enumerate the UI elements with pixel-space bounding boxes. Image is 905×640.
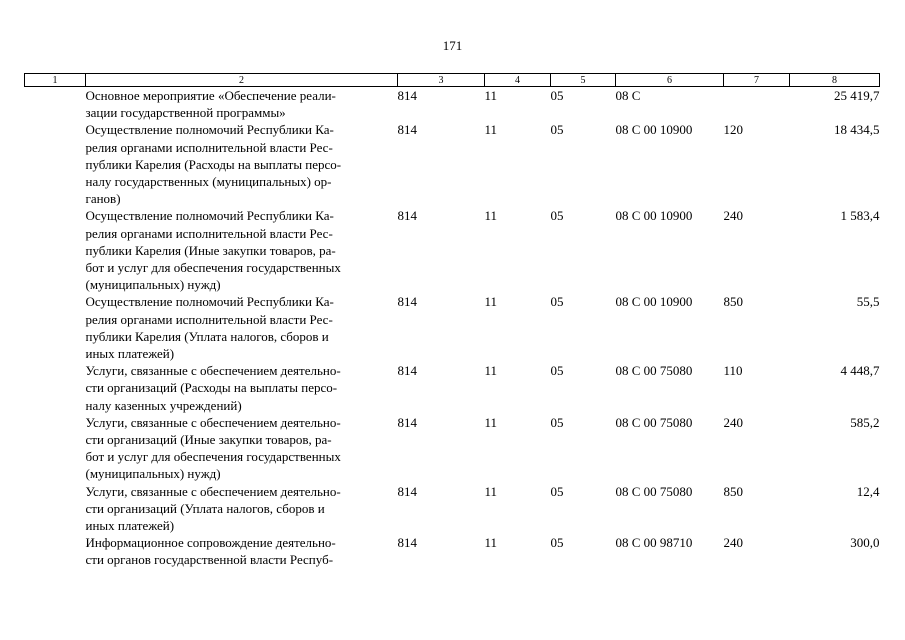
subsection-code-cell: 05: [550, 363, 564, 379]
page-number: 171: [442, 38, 463, 53]
expense-name-line: сти организаций (Расходы на выплаты персо-: [85, 380, 338, 396]
ministry-code-cell: 814: [397, 363, 417, 379]
section-code-cell: 11: [484, 208, 498, 224]
expense-name-line: бот и услуг для обеспечения государственных: [85, 260, 341, 276]
expense-name-line: (муниципальных) нужд): [85, 277, 221, 293]
section-code-cell: 11: [484, 122, 498, 138]
expense-name-line: бот и услуг для обеспечения государственных: [85, 449, 341, 465]
expense-name-line: (муниципальных) нужд): [85, 466, 221, 482]
expense-name-cell: [86, 362, 398, 414]
expense-type-cell: 240: [723, 414, 743, 430]
expense-name-line: Услуги, связанные с обеспечением деятельно-: [85, 363, 341, 379]
expense-type-cell: 110: [723, 363, 743, 379]
expense-type-cell: 120: [723, 122, 743, 138]
target-article-cell: 08 С 00 10900: [615, 122, 693, 138]
table-body: [25, 87, 880, 569]
expense-type-cell: 850: [723, 483, 743, 499]
subsection-code-cell: 05: [550, 414, 564, 430]
expense-name-cell: [86, 414, 398, 483]
expense-name-line: публики Карелия (Иные закупки товаров, ра-: [85, 242, 336, 258]
target-article-cell: 08 С 00 98710: [615, 535, 693, 551]
table-row: [25, 87, 880, 122]
row-number-cell: [25, 87, 86, 122]
column-number-1: 1: [25, 74, 86, 87]
target-article-cell: 08 С 00 75080: [615, 414, 693, 430]
column-number-3: 3: [398, 74, 485, 87]
expense-name-line: Осуществление полномочий Республики Ка-: [85, 294, 334, 310]
section-code-cell: 11: [484, 535, 498, 551]
expense-name-line: Информационное сопровождение деятельно-: [85, 535, 336, 551]
expense-name-cell: [86, 207, 398, 293]
expense-name-line: сти органов государственной власти Респуб-: [85, 552, 334, 568]
expense-name-line: публики Карелия (Расходы на выплаты персо-: [85, 156, 342, 172]
amount-cell: 12,4: [856, 483, 880, 499]
row-number-cell: [25, 121, 86, 207]
section-code-cell: 11: [484, 414, 498, 430]
section-code-cell: 11: [484, 483, 498, 499]
column-number-8: 8: [790, 74, 880, 87]
expense-name-line: сти организаций (Иные закупки товаров, ра-: [85, 432, 332, 448]
expense-type-cell: [724, 87, 790, 122]
row-number-cell: [25, 293, 86, 362]
budget-table: [24, 73, 880, 569]
column-number-7: 7: [724, 74, 790, 87]
column-number-4: 4: [485, 74, 551, 87]
table-row: [25, 534, 880, 568]
ministry-code-cell: 814: [397, 483, 417, 499]
expense-name-line: зации государственной программы»: [85, 105, 286, 121]
subsection-code-cell: 05: [550, 483, 564, 499]
expense-name-line: релия органами исполнительной власти Рес-: [85, 139, 333, 155]
expense-name-line: релия органами исполнительной власти Рес-: [85, 225, 333, 241]
amount-cell: 4 448,7: [840, 363, 880, 379]
expense-name-line: публики Карелия (Уплата налогов, сборов и: [85, 328, 329, 344]
expense-name-line: налу казенных учреждений): [85, 397, 242, 413]
target-article-cell: 08 С 00 75080: [615, 483, 693, 499]
column-number-6: 6: [616, 74, 724, 87]
ministry-code-cell: 814: [397, 122, 417, 138]
expense-name-line: Осуществление полномочий Республики Ка-: [85, 208, 334, 224]
amount-cell: 300,0: [850, 535, 880, 551]
section-code-cell: 11: [484, 294, 498, 310]
target-article-cell: 08 С 00 10900: [615, 294, 693, 310]
expense-name-line: сти организаций (Уплата налогов, сборов и: [85, 500, 325, 516]
amount-cell: 585,2: [850, 414, 880, 430]
column-number-2: 2: [86, 74, 398, 87]
ministry-code-cell: 814: [397, 208, 417, 224]
row-number-cell: [25, 534, 86, 568]
table-row: [25, 362, 880, 414]
row-number-cell: [25, 362, 86, 414]
expense-name-line: Услуги, связанные с обеспечением деятельно-: [85, 414, 341, 430]
row-number-cell: [25, 414, 86, 483]
subsection-code-cell: 05: [550, 88, 564, 103]
target-article-cell: 08 С: [615, 88, 641, 103]
expense-name-line: релия органами исполнительной власти Рес-: [85, 311, 333, 327]
expense-type-cell: 240: [723, 208, 743, 224]
column-number-5: 5: [551, 74, 616, 87]
amount-cell: 18 434,5: [834, 122, 880, 138]
expense-name-line: Осуществление полномочий Республики Ка-: [85, 122, 334, 138]
subsection-code-cell: 05: [550, 122, 564, 138]
amount-cell: 25 419,7: [834, 88, 880, 103]
amount-cell: 1 583,4: [840, 208, 880, 224]
section-code-cell: 11: [484, 88, 498, 103]
expense-name-cell: [86, 121, 398, 207]
section-code-cell: 11: [484, 363, 498, 379]
amount-cell: 55,5: [856, 294, 880, 310]
expense-name-line: иных платежей): [85, 518, 175, 534]
expense-name-cell: [86, 483, 398, 535]
target-article-cell: 08 С 00 75080: [615, 363, 693, 379]
expense-name-line: налу государственных (муниципальных) ор-: [85, 174, 332, 190]
expense-name-line: Услуги, связанные с обеспечением деятельно-: [85, 483, 341, 499]
expense-name-line: ганов): [85, 191, 121, 207]
subsection-code-cell: 05: [550, 294, 564, 310]
expense-type-cell: 240: [723, 535, 743, 551]
expense-name-cell: [86, 87, 398, 122]
ministry-code-cell: 814: [397, 414, 417, 430]
ministry-code-cell: 814: [397, 294, 417, 310]
column-number-row: [25, 74, 880, 87]
expense-name-cell: [86, 534, 398, 568]
expense-name-line: Основное мероприятие «Обеспечение реали-: [85, 88, 336, 103]
ministry-code-cell: 814: [397, 88, 417, 103]
table-row: [25, 414, 880, 483]
table-row: [25, 207, 880, 293]
row-number-cell: [25, 483, 86, 535]
expense-type-cell: 850: [723, 294, 743, 310]
ministry-code-cell: 814: [397, 535, 417, 551]
subsection-code-cell: 05: [550, 208, 564, 224]
table-row: [25, 483, 880, 535]
expense-name-cell: [86, 293, 398, 362]
expense-name-line: иных платежей): [85, 346, 175, 362]
subsection-code-cell: 05: [550, 535, 564, 551]
row-number-cell: [25, 207, 86, 293]
table-row: [25, 121, 880, 207]
target-article-cell: 08 С 00 10900: [615, 208, 693, 224]
table-row: [25, 293, 880, 362]
